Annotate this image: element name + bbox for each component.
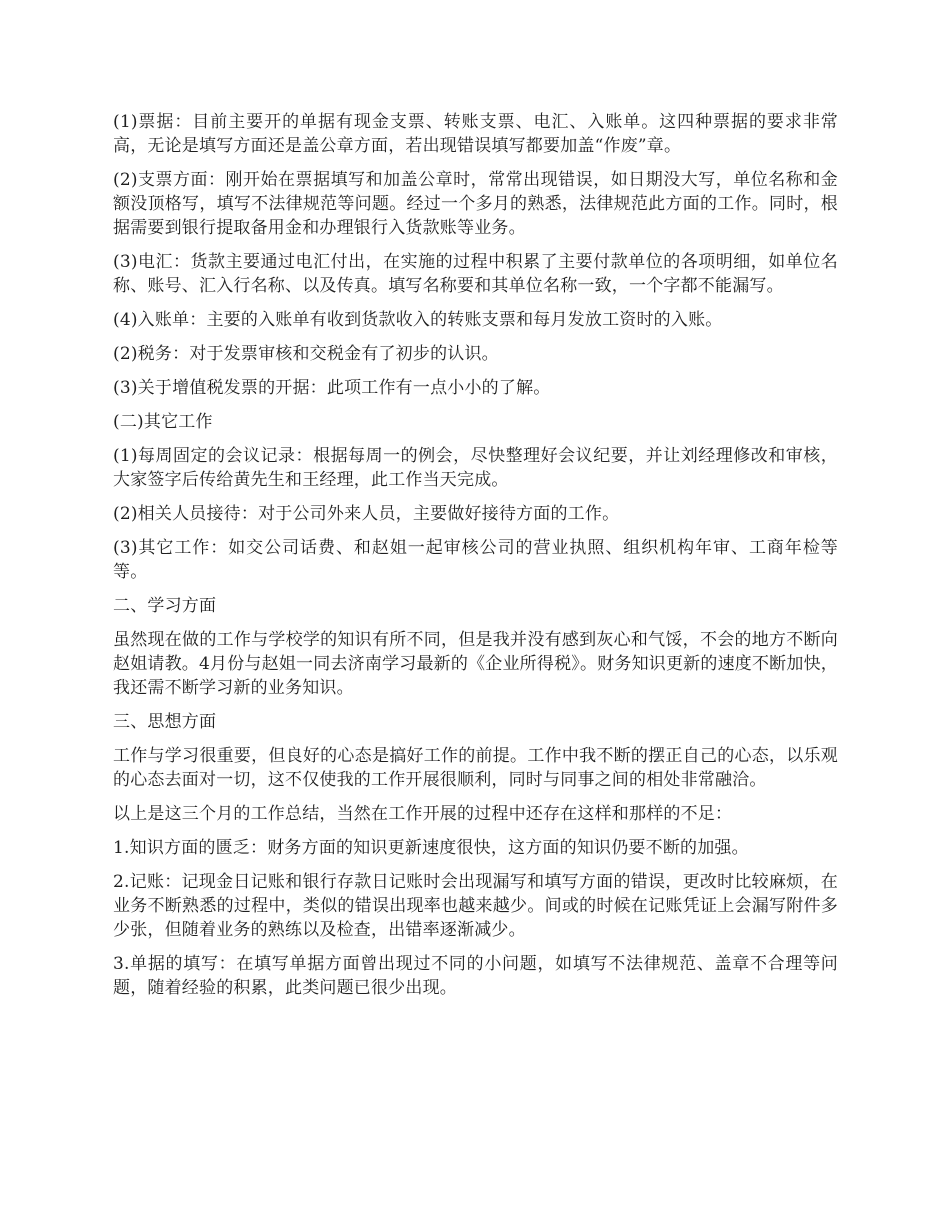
paragraph-learning: 虽然现在做的工作与学校学的知识有所不同，但是我并没有感到灰心和气馁，不会的地方不断向赵姐请教。4月份与赵姐一同去济南学习最新的《企业所得税》。财务知识更新的速度不断加快，我还需不断学习新的业务知识。 — [113, 630, 838, 698]
paragraph-deposit-slip: (4)入账单：主要的入账单有收到货款收入的转账支票和每月发放工资时的入账。 — [113, 310, 723, 330]
paragraph-tax: (2)税务：对于发票审核和交税金有了初步的认识。 — [113, 344, 499, 364]
paragraph-shortcoming-bookkeeping: 2.记账：记现金日记账和银行存款日记账时会出现漏写和填写方面的错误，更改时比较麻烦，在业务不断熟悉的过程中，类似的错误出现率也越来越少。间或的时候在记账凭证上会漏写附件多少张，但随着业务的熟练以及检查，出错率逐渐减少。 — [113, 872, 838, 940]
paragraph-vat-invoice: (3)关于增值税发票的开据：此项工作有一点小小的了解。 — [113, 378, 551, 398]
paragraph-meeting-minutes: (1)每周固定的会议记录：根据每周一的例会，尽快整理好会议纪要，并让刘经理修改和审核，大家签字后传给黄先生和王经理，此工作当天完成。 — [113, 446, 838, 490]
document-body — [113, 110, 838, 1010]
section-heading-other-work: (二)其它工作 — [113, 412, 213, 432]
paragraph-checks: (2)支票方面：刚开始在票据填写和加盖公章时，常常出现错误，如日期没大写，单位名称和金额没顶格写，填写不法律规范等问题。经过一个多月的熟悉，法律规范此方面的工作。同时，根据需要到银行提取备用金和办理银行入货款账等业务。 — [113, 170, 838, 238]
paragraph-wire-transfer: (3)电汇：货款主要通过电汇付出，在实施的过程中积累了主要付款单位的各项明细，如单位名称、账号、汇入行名称、以及传真。填写名称要和其单位名称一致，一个字都不能漏写。 — [113, 252, 838, 296]
paragraph-mindset: 工作与学习很重要，但良好的心态是搞好工作的前提。工作中我不断的摆正自己的心态，以乐观的心态去面对一切，这不仅使我的工作开展很顺利，同时与同事之间的相处非常融洽。 — [113, 746, 838, 790]
section-heading-learning: 二、学习方面 — [113, 596, 217, 616]
paragraph-shortcoming-documents: 3.单据的填写：在填写单据方面曾出现过不同的小问题，如填写不法律规范、盖章不合理等问题，随着经验的积累，此类问题已很少出现。 — [113, 954, 838, 998]
paragraph-reception: (2)相关人员接待：对于公司外来人员，主要做好接待方面的工作。 — [113, 504, 620, 524]
paragraph-bills: (1)票据：目前主要开的单据有现金支票、转账支票、电汇、入账单。这四种票据的要求非常高，无论是填写方面还是盖公章方面，若出现错误填写都要加盖“作废”章。 — [113, 112, 838, 156]
paragraph-shortcoming-knowledge: 1.知识方面的匮乏：财务方面的知识更新速度很快，这方面的知识仍要不断的加强。 — [113, 838, 749, 858]
paragraph-summary-intro: 以上是这三个月的工作总结，当然在工作开展的过程中还存在这样和那样的不足： — [113, 804, 733, 824]
paragraph-other-tasks: (3)其它工作：如交公司话费、和赵姐一起审核公司的营业执照、组织机构年审、工商年检等等。 — [113, 538, 838, 582]
section-heading-mindset: 三、思想方面 — [113, 712, 217, 732]
